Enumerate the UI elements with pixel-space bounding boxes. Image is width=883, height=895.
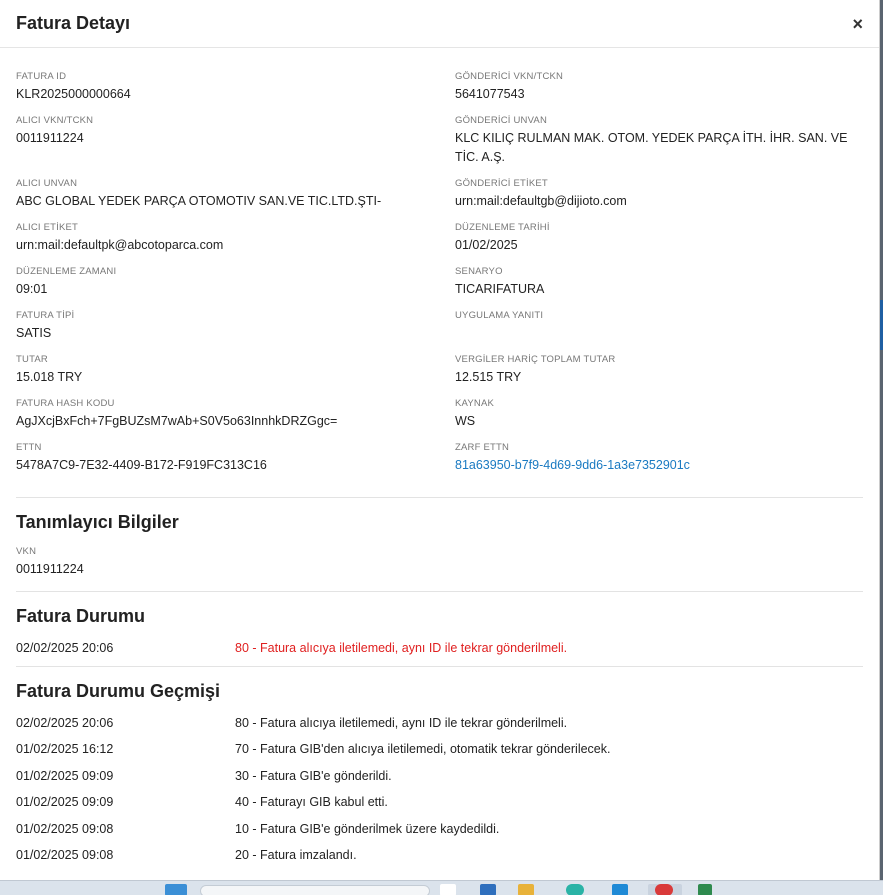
excel-icon[interactable] — [698, 884, 712, 895]
field-value: KLR2025000000664 — [16, 87, 131, 101]
browser-icon[interactable] — [566, 884, 584, 895]
modal-title: Fatura Detayı — [16, 13, 131, 33]
invoice-field — [16, 441, 455, 475]
invoice-field — [455, 353, 865, 387]
field-value: 5478A7C9-7E32-4409-B172-F919FC313C16 — [16, 458, 267, 472]
invoice-field — [455, 177, 865, 211]
field-label: TUTAR — [16, 354, 48, 365]
field-label: ALICI UNVAN — [16, 178, 78, 189]
divider — [16, 497, 863, 498]
field-label: GÖNDERİCİ UNVAN — [455, 115, 548, 126]
field-value: 09:01 — [16, 282, 48, 296]
invoice-field — [16, 114, 455, 167]
field-value: urn:mail:defaultpk@abcotoparca.com — [16, 238, 224, 252]
chrome-icon[interactable] — [655, 884, 673, 895]
field-label: FATURA HASH KODU — [16, 398, 115, 409]
os-taskbar — [0, 880, 883, 895]
zarf-ettn-link[interactable]: 81a63950-b7f9-4d69-9dd6-1a3e7352901c — [455, 458, 690, 472]
history-list — [16, 714, 863, 873]
history-row — [16, 714, 863, 741]
field-label: DÜZENLEME ZAMANI — [16, 266, 117, 277]
invoice-field — [16, 309, 455, 343]
modal-header — [0, 0, 879, 48]
close-button[interactable]: × — [852, 13, 863, 34]
status-section-title: Fatura Durumu — [16, 606, 146, 626]
vkn-field — [16, 545, 863, 579]
invoice-field — [16, 177, 455, 211]
current-status-row — [16, 639, 863, 666]
invoice-field — [455, 265, 865, 299]
vkn-label: VKN — [16, 546, 37, 557]
divider — [16, 591, 863, 592]
history-section-title: Fatura Durumu Geçmişi — [16, 680, 221, 701]
folder-icon[interactable] — [518, 884, 534, 895]
invoice-field — [16, 221, 455, 255]
field-label: FATURA TİPİ — [16, 310, 75, 321]
field-value — [455, 324, 865, 343]
history-date: 01/02/2025 16:12 — [16, 742, 114, 756]
status-date: 02/02/2025 20:06 — [16, 641, 114, 655]
invoice-field — [455, 309, 865, 343]
invoice-field — [455, 221, 865, 255]
invoice-field — [16, 397, 455, 431]
invoice-field — [455, 114, 865, 167]
field-label: ETTN — [16, 442, 42, 453]
vkn-value: 0011911224 — [16, 562, 84, 576]
app-icon[interactable] — [612, 884, 628, 895]
history-message: 70 - Fatura GIB'den alıcıya iletilemedi, otomatik tekrar gönderilecek. — [235, 742, 611, 756]
history-date: 01/02/2025 09:08 — [16, 848, 114, 862]
app-icon[interactable] — [480, 884, 496, 895]
field-value: urn:mail:defaultgb@dijioto.com — [455, 194, 627, 208]
app-icon[interactable] — [440, 884, 456, 895]
field-label: FATURA ID — [16, 71, 67, 82]
windows-start-icon[interactable] — [165, 884, 187, 895]
history-message: 40 - Faturayı GIB kabul etti. — [235, 795, 388, 809]
invoice-fields-grid — [16, 48, 863, 485]
status-message: 80 - Fatura alıcıya iletilemedi, aynı ID ile tekrar gönderilmeli. — [235, 641, 568, 655]
field-value: 12.515 TRY — [455, 370, 522, 384]
history-row — [16, 820, 863, 847]
field-value: WS — [455, 414, 476, 428]
divider — [16, 666, 863, 667]
invoice-field — [16, 353, 455, 387]
taskbar-search-box[interactable] — [200, 885, 430, 895]
field-label: GÖNDERİCİ ETİKET — [455, 178, 548, 189]
history-date: 02/02/2025 20:06 — [16, 715, 114, 730]
identifier-section — [16, 511, 863, 579]
invoice-field — [455, 441, 865, 475]
history-message: 30 - Fatura GIB'e gönderildi. — [235, 768, 392, 783]
field-value: KLC KILIÇ RULMAN MAK. OTOM. YEDEK PARÇA İTH. İHR. SAN. VE TİC. A.Ş. — [455, 131, 848, 164]
field-value: 0011911224 — [16, 131, 84, 145]
field-value: ABC GLOBAL YEDEK PARÇA OTOMOTIV SAN.VE TIC.LTD.ŞTI- — [16, 194, 382, 208]
invoice-field — [16, 265, 455, 299]
field-label: DÜZENLEME TARİHİ — [455, 222, 550, 233]
field-value: 01/02/2025 — [455, 238, 518, 252]
field-value: 15.018 TRY — [16, 370, 83, 384]
invoice-field — [16, 70, 455, 104]
field-label: ZARF ETTN — [455, 442, 510, 453]
history-row — [16, 793, 863, 820]
history-date: 01/02/2025 09:09 — [16, 795, 114, 809]
history-row — [16, 767, 863, 794]
modal-body — [0, 48, 879, 873]
identifier-section-title: Tanımlayıcı Bilgiler — [16, 512, 179, 532]
field-value: 5641077543 — [455, 87, 525, 101]
field-label: UYGULAMA YANITI — [455, 310, 544, 321]
field-value: AgJXcjBxFch+7FgBUZsM7wAb+S0V5o63InnhkDRZGgc= — [16, 414, 338, 428]
field-label: KAYNAK — [455, 398, 495, 409]
field-label: ALICI VKN/TCKN — [16, 115, 94, 126]
field-label: VERGİLER HARİÇ TOPLAM TUTAR — [455, 354, 616, 365]
status-section — [16, 605, 863, 666]
history-section — [16, 680, 863, 873]
invoice-field — [455, 397, 865, 431]
field-value: TICARIFATURA — [455, 282, 545, 296]
field-label: GÖNDERİCİ VKN/TCKN — [455, 71, 564, 82]
history-row — [16, 740, 863, 767]
field-label: SENARYO — [455, 266, 503, 277]
field-value: SATIS — [16, 326, 52, 340]
history-message: 10 - Fatura GIB'e gönderilmek üzere kaydedildi. — [235, 821, 500, 836]
history-message: 80 - Fatura alıcıya iletilemedi, aynı ID ile tekrar gönderilmeli. — [235, 715, 568, 730]
field-label: ALICI ETİKET — [16, 222, 79, 233]
history-date: 01/02/2025 09:09 — [16, 768, 114, 783]
history-row — [16, 846, 863, 873]
history-message: 20 - Fatura imzalandı. — [235, 848, 357, 862]
history-date: 01/02/2025 09:08 — [16, 821, 114, 836]
invoice-field — [455, 70, 865, 104]
